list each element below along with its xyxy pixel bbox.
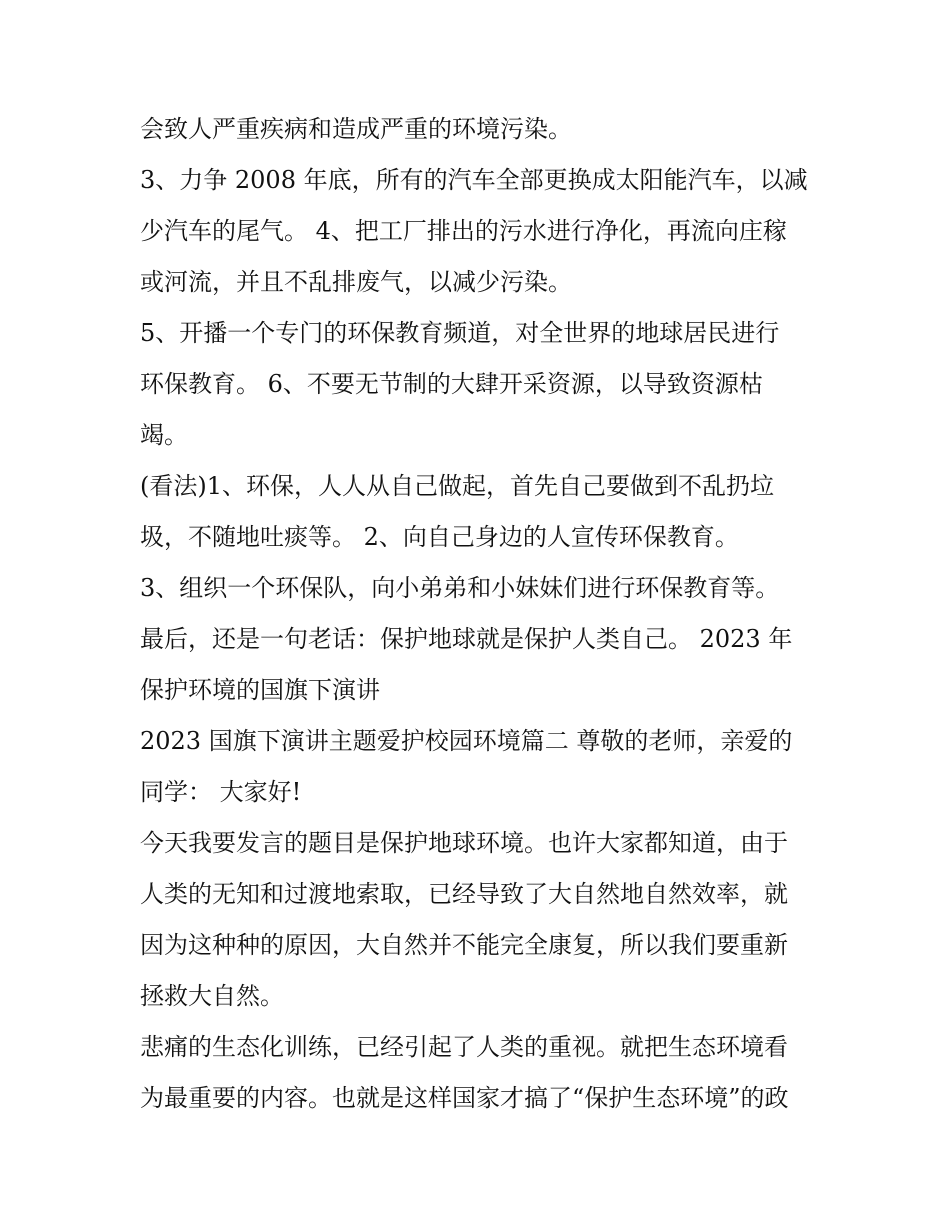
text-line-8: (看法)1、环保，人人从自己做起，首先自己要做到不乱扔垃 (140, 472, 774, 500)
text-line-7: 竭。 (140, 421, 188, 449)
text-line-16: 人类的无知和过渡地索取，已经导致了大自然地自然效率，就 (140, 880, 788, 908)
text-line-12: 保护环境的国旗下演讲 (140, 676, 380, 704)
text-line-19: 悲痛的生态化训练，已经引起了人类的重视。就把生态环境看 (140, 1033, 788, 1061)
text-line-13: 2023 国旗下演讲主题爱护校园环境篇二 尊敬的老师，亲爱的 (140, 727, 793, 755)
text-line-14: 同学： 大家好! (140, 778, 302, 806)
document-body (140, 104, 820, 1124)
text-line-20: 为最重要的内容。也就是这样国家才搞了“保护生态环境”的政 (140, 1084, 789, 1112)
text-line-2: 3、力争 2008 年底，所有的汽车全部更换成太阳能汽车，以减 (140, 166, 808, 194)
text-line-6: 环保教育。 6、不要无节制的大肆开采资源，以导致资源枯 (140, 370, 763, 398)
text-line-15: 今天我要发言的题目是保护地球环境。也许大家都知道，由于 (140, 829, 788, 857)
text-line-5: 5、开播一个专门的环保教育频道，对全世界的地球居民进行 (140, 319, 780, 347)
text-line-11: 最后，还是一句老话：保护地球就是保护人类自己。 2023 年 (140, 625, 793, 653)
text-line-4: 或河流，并且不乱排废气，以减少污染。 (140, 268, 572, 296)
text-line-3: 少汽车的尾气。 4、把工厂排出的污水进行净化，再流向庄稼 (140, 217, 787, 245)
text-line-18: 拯救大自然。 (140, 982, 284, 1010)
text-line-17: 因为这种种的原因，大自然并不能完全康复，所以我们要重新 (140, 931, 788, 959)
text-line-9: 圾，不随地吐痰等。 2、向自己身边的人宣传环保教育。 (140, 523, 739, 551)
text-line-1: 会致人严重疾病和造成严重的环境污染。 (140, 115, 572, 143)
text-line-10: 3、组织一个环保队，向小弟弟和小妹妹们进行环保教育等。 (140, 574, 780, 602)
